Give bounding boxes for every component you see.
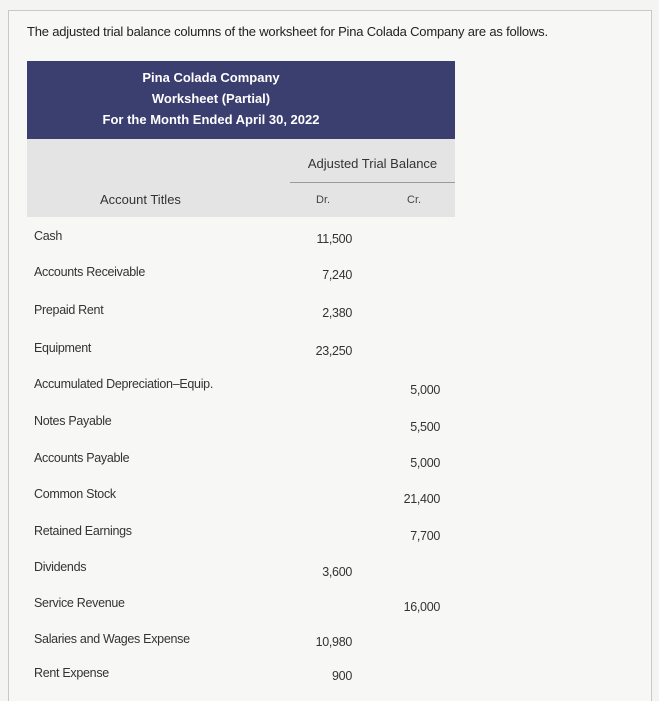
table-row (0, 487, 659, 507)
period-label: For the Month Ended April 30, 2022 (102, 112, 320, 127)
account-name: Accounts Payable (34, 451, 130, 465)
table-row (0, 303, 659, 323)
table-row (0, 596, 659, 616)
table-row (0, 265, 659, 285)
adjusted-trial-balance-label: Adjusted Trial Balance (307, 156, 438, 171)
column-header-band (27, 139, 455, 217)
account-titles-header: Account Titles (100, 192, 181, 207)
credit-amount: 7,700 (410, 529, 440, 543)
credit-column-header: Cr. (407, 194, 422, 206)
worksheet-subtitle: Worksheet (Partial) (151, 91, 271, 106)
company-name: Pina Colada Company (142, 70, 280, 85)
account-name: Accounts Receivable (34, 265, 146, 279)
table-row (0, 451, 659, 471)
credit-amount: 21,400 (403, 492, 440, 506)
table-row (0, 524, 659, 544)
account-name: Service Revenue (34, 596, 125, 610)
debit-amount: 7,240 (322, 268, 352, 282)
table-row (0, 341, 659, 361)
debit-column-header: Dr. (316, 194, 331, 206)
credit-amount: 5,500 (410, 420, 440, 434)
debit-amount: 11,500 (316, 232, 352, 246)
worksheet-header (27, 61, 455, 139)
table-row (0, 414, 659, 434)
account-name: Rent Expense (34, 666, 109, 680)
table-row (0, 377, 659, 397)
debit-amount: 10,980 (315, 635, 352, 649)
account-name: Dividends (34, 560, 87, 574)
account-name: Salaries and Wages Expense (34, 632, 190, 646)
credit-amount: 5,000 (410, 383, 440, 397)
account-name: Accumulated Depreciation–Equip. (34, 377, 214, 391)
header-divider (290, 182, 455, 183)
table-row (0, 229, 659, 249)
debit-amount: 23,250 (315, 344, 352, 358)
table-row (0, 632, 659, 652)
account-name: Equipment (34, 341, 92, 355)
credit-amount: 16,000 (403, 600, 440, 614)
account-name: Retained Earnings (34, 524, 132, 538)
account-name: Common Stock (34, 487, 116, 501)
debit-amount: 3,600 (322, 565, 352, 579)
intro-text: The adjusted trial balance columns of the worksheet for Pina Colada Company are as follows. (27, 24, 548, 39)
table-row (0, 560, 659, 580)
account-name: Cash (34, 229, 62, 243)
account-name: Notes Payable (34, 414, 112, 428)
table-row (0, 666, 659, 686)
debit-amount: 900 (332, 669, 352, 683)
debit-amount: 2,380 (322, 306, 352, 320)
account-name: Prepaid Rent (34, 303, 104, 317)
credit-amount: 5,000 (410, 456, 440, 470)
